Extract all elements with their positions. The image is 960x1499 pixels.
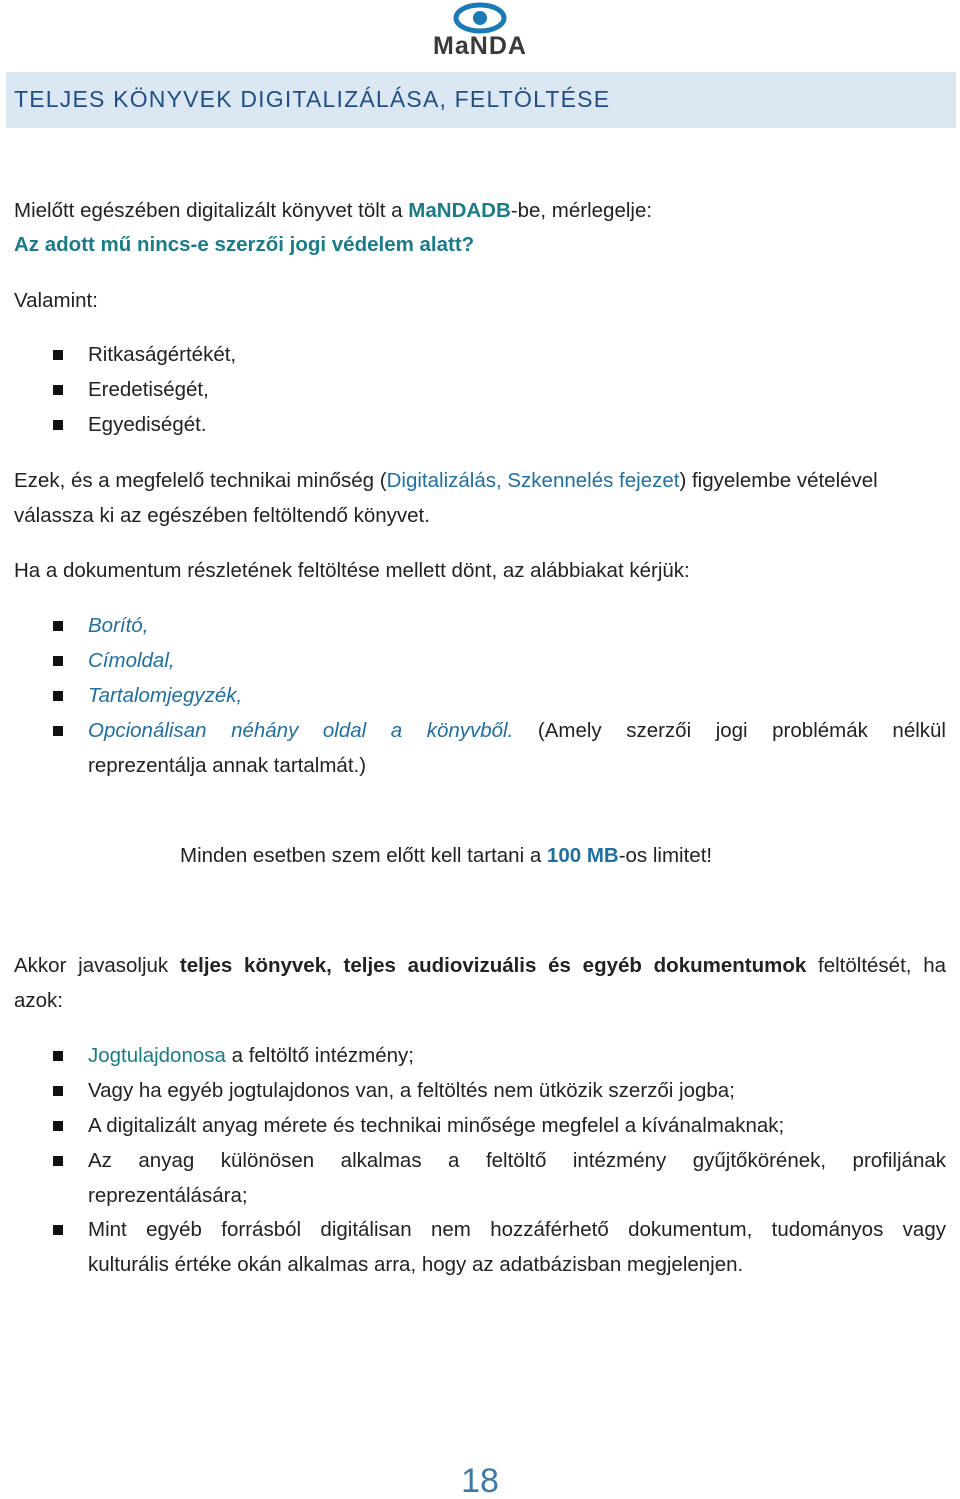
bullet-icon: [53, 1121, 63, 1131]
list-item: Eredetiségét,: [88, 378, 209, 401]
list-item: Címoldal,: [88, 649, 175, 672]
intro-question: Az adott mű nincs-e szerzői jogi védelem alatt?: [14, 233, 475, 256]
para2-line-1: Ezek, és a megfelelő technikai minőség (Digitalizálás, Szkennelés fejezet) figyelembe vételével: [14, 469, 878, 492]
list-item: A digitalizált anyag mérete és technikai minősége megfelel a kívánalmaknak;: [88, 1114, 785, 1137]
bullet-icon: [53, 726, 63, 736]
mandadb-link[interactable]: MaNDADB: [408, 199, 511, 222]
list-item-continuation: kulturális értéke okán alkalmas arra, hogy az adatbázisban megjelenjen.: [88, 1253, 744, 1276]
list-item: Ritkaságértékét,: [88, 343, 237, 366]
page-title: TELJES KÖNYVEK DIGITALIZÁLÁSA, FELTÖLTÉSE: [14, 86, 611, 112]
size-limit-value: 100 MB: [546, 844, 619, 867]
list-item: Tartalomjegyzék,: [88, 684, 243, 707]
para3: Ha a dokumentum részletének feltöltése mellett dönt, az alábbiakat kérjük:: [14, 559, 690, 582]
list-item-continuation: reprezentálja annak tartalmát.): [88, 754, 367, 777]
size-limit-notice: Minden esetben szem előtt kell tartani a 100 MB-os limitet!: [180, 844, 713, 867]
intro-line-1: Mielőtt egészében digitalizált könyvet tölt a MaNDADB-be, mérlegelje:: [14, 199, 653, 222]
bullet-icon: [53, 385, 63, 395]
list-item: Jogtulajdonosa a feltöltő intézmény;: [88, 1044, 414, 1067]
bullet-icon: [53, 621, 63, 631]
bullet-icon: [53, 1051, 63, 1061]
para4-line-2: azok:: [14, 989, 63, 1012]
intro-valamint: Valamint:: [14, 289, 98, 312]
manda-logo: [414, 2, 546, 58]
digitalizalas-chapter-link[interactable]: Digitalizálás, Szkennelés fejezet: [386, 469, 680, 492]
bullet-icon: [53, 350, 63, 360]
list-item: Mint egyéb forrásból digitálisan nem hozzáférhető dokumentum, tudományos vagy: [88, 1218, 946, 1241]
bullet-icon: [53, 420, 63, 430]
list-item: Vagy ha egyéb jogtulajdonos van, a feltöltés nem ütközik szerzői jogba;: [88, 1079, 735, 1102]
list-item: Borító,: [88, 614, 149, 637]
page-number: 18: [461, 1462, 499, 1499]
bullet-icon: [53, 691, 63, 701]
para4-line-1: Akkor javasoljuk teljes könyvek, teljes audiovizuális és egyéb dokumentumok feltöltését, ha: [14, 954, 946, 977]
bullet-icon: [53, 1156, 63, 1166]
jogtulajdonosa-link[interactable]: Jogtulajdonosa: [88, 1044, 226, 1067]
bullet-icon: [53, 1225, 63, 1235]
list-item: Egyediségét.: [88, 413, 207, 436]
list-item: Az anyag különösen alkalmas a feltöltő intézmény gyűjtőkörének, profiljának: [88, 1149, 946, 1172]
bullet-icon: [53, 1086, 63, 1096]
logo-text: MaNDA: [433, 32, 527, 58]
bullet-icon: [53, 656, 63, 666]
list-item: Opcionálisan néhány oldal a könyvből. (Amely szerzői jogi problémák nélkül: [88, 719, 946, 742]
para2-line-2: válassza ki az egészében feltöltendő könyvet.: [14, 504, 430, 527]
list-item-continuation: reprezentálására;: [88, 1184, 248, 1207]
